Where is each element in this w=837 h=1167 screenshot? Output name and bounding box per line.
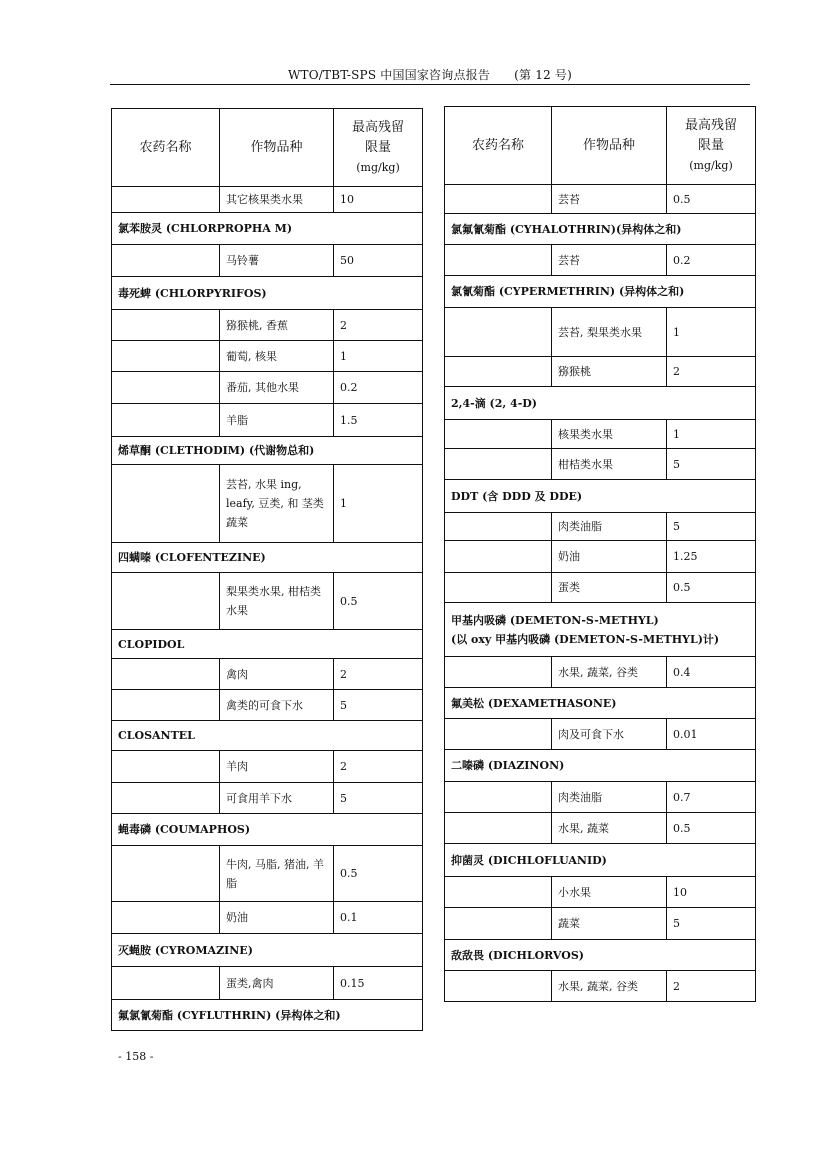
mrl-value-cell: 10 — [667, 877, 756, 908]
mrl-value-cell: 5 — [334, 690, 423, 721]
pesticide-name-cell: 蝇毒磷 (COUMAPHOS) — [112, 814, 423, 846]
mrl-value-cell: 2 — [334, 310, 423, 341]
pesticide-name-cell: 2,4-滴 (2, 4-D) — [445, 387, 756, 420]
table-row — [112, 783, 423, 814]
pesticide-name-cell: 抑菌灵 (DICHLOFLUANID) — [445, 844, 756, 877]
pesticide-cell-empty — [112, 846, 220, 902]
pesticide-name-row — [112, 934, 423, 967]
pesticide-cell-empty — [112, 902, 220, 934]
pesticide-cell-empty — [445, 657, 552, 688]
crop-cell: 柑桔类水果 — [552, 449, 667, 480]
pesticide-cell-empty — [445, 420, 552, 449]
crop-cell: 牛肉, 马脂, 猪油, 羊脂 — [220, 846, 334, 902]
mrl-header-line1: 最高残留 — [351, 119, 404, 135]
pesticide-cell-empty — [445, 782, 552, 813]
mrl-value-cell: 1 — [667, 308, 756, 357]
crop-cell: 其它核果类水果 — [220, 187, 334, 213]
pesticide-cell-empty — [445, 719, 552, 750]
mrl-value-cell: 0.5 — [667, 813, 756, 844]
column-header-crop: 作物品种 — [220, 109, 334, 187]
pesticide-cell-empty — [112, 783, 220, 814]
pesticide-cell-empty — [445, 971, 552, 1002]
pesticide-cell-empty — [112, 659, 220, 690]
table-row — [445, 877, 756, 908]
pesticide-cell-empty — [112, 573, 220, 630]
pesticide-name-cell: CLOPIDOL — [112, 630, 423, 659]
pesticide-cell-empty — [445, 513, 552, 541]
crop-cell: 禽肉 — [220, 659, 334, 690]
crop-cell: 可食用羊下水 — [220, 783, 334, 814]
pesticide-cell-empty — [112, 310, 220, 341]
crop-cell: 蛋类 — [552, 573, 667, 603]
crop-cell: 芸苔 — [552, 245, 667, 276]
mrl-value-cell: 5 — [667, 513, 756, 541]
mrl-table-right — [444, 106, 756, 1002]
pesticide-name-row — [112, 277, 423, 310]
header-rule — [110, 84, 750, 85]
header-issue: (第 12 号) — [514, 68, 573, 82]
column-header-crop: 作物品种 — [552, 107, 667, 185]
crop-cell: 小水果 — [552, 877, 667, 908]
column-header-mrl — [334, 109, 423, 187]
table-row — [445, 573, 756, 603]
mrl-value-cell: 1.5 — [334, 404, 423, 437]
page-number: - 158 - — [118, 1050, 154, 1063]
pesticide-name-cell: 氯苯胺灵 (CHLORPROPHA M) — [112, 213, 423, 245]
table-row — [112, 404, 423, 437]
mrl-value-cell: 5 — [334, 783, 423, 814]
pesticide-cell-empty — [112, 690, 220, 721]
pesticide-cell-empty — [112, 465, 220, 543]
pesticide-cell-empty — [112, 245, 220, 277]
pesticide-name-cell: 毒死蜱 (CHLORPYRIFOS) — [112, 277, 423, 310]
crop-cell: 肉类油脂 — [552, 782, 667, 813]
mrl-value-cell: 2 — [334, 751, 423, 783]
mrl-header-line2: 限量 — [697, 137, 724, 153]
mrl-value-cell: 5 — [667, 908, 756, 940]
table-row — [445, 813, 756, 844]
mrl-value-cell: 0.4 — [667, 657, 756, 688]
crop-cell: 水果, 蔬菜, 谷类 — [552, 971, 667, 1002]
pesticide-cell-empty — [445, 813, 552, 844]
mrl-value-cell: 1 — [334, 341, 423, 372]
pesticide-name-cell: CLOSANTEL — [112, 721, 423, 751]
mrl-value-cell: 2 — [334, 659, 423, 690]
table-row — [445, 357, 756, 387]
pesticide-name-row — [445, 387, 756, 420]
table-row — [445, 541, 756, 573]
mrl-value-cell: 0.2 — [334, 372, 423, 404]
table-row — [112, 659, 423, 690]
mrl-value-cell: 1.25 — [667, 541, 756, 573]
table-row — [445, 449, 756, 480]
pesticide-name-row — [445, 480, 756, 513]
pesticide-name-cell: 敌敌畏 (DICHLORVOS) — [445, 940, 756, 971]
table-row — [112, 573, 423, 630]
mrl-value-cell: 1 — [334, 465, 423, 543]
table-row — [445, 420, 756, 449]
crop-cell: 肉类油脂 — [552, 513, 667, 541]
mrl-value-cell: 0.5 — [334, 573, 423, 630]
crop-cell: 番茄, 其他水果 — [220, 372, 334, 404]
pesticide-name-row — [445, 688, 756, 719]
pesticide-name-row — [112, 814, 423, 846]
table-row — [112, 372, 423, 404]
crop-cell: 羊脂 — [220, 404, 334, 437]
table-row — [445, 513, 756, 541]
mrl-value-cell: 10 — [334, 187, 423, 213]
table-row — [112, 245, 423, 277]
mrl-value-cell: 50 — [334, 245, 423, 277]
pesticide-cell-empty — [445, 541, 552, 573]
pesticide-cell-empty — [112, 341, 220, 372]
pesticide-name-line2: (以 oxy 甲基内吸磷 (DEMETON-S-METHYL)计) — [451, 632, 720, 646]
pesticide-name-cell: 氯氟氰菊酯 (CYHALOTHRIN)(异构体之和) — [445, 214, 756, 245]
mrl-value-cell: 0.5 — [334, 846, 423, 902]
crop-cell: 羊肉 — [220, 751, 334, 783]
crop-cell: 猕猴桃, 香蕉 — [220, 310, 334, 341]
pesticide-cell-empty — [112, 751, 220, 783]
mrl-value-cell: 0.01 — [667, 719, 756, 750]
mrl-value-cell: 0.15 — [334, 967, 423, 1000]
crop-cell: 芸苔, 梨果类水果 — [552, 308, 667, 357]
mrl-value-cell: 1 — [667, 420, 756, 449]
table-row — [445, 308, 756, 357]
crop-cell: 蔬菜 — [552, 908, 667, 940]
crop-cell: 奶油 — [220, 902, 334, 934]
crop-cell: 水果, 蔬菜, 谷类 — [552, 657, 667, 688]
crop-cell: 蛋类,禽肉 — [220, 967, 334, 1000]
pesticide-cell-empty — [112, 372, 220, 404]
pesticide-cell-empty — [445, 245, 552, 276]
pesticide-name-line1: 甲基内吸磷 (DEMETON-S-METHYL) — [451, 613, 659, 627]
pesticide-name-cell: 氟美松 (DEXAMETHASONE) — [445, 688, 756, 719]
crop-cell: 芸苔 — [552, 185, 667, 214]
crop-cell: 葡萄, 核果 — [220, 341, 334, 372]
pesticide-cell-empty — [445, 357, 552, 387]
crop-cell: 梨果类水果, 柑桔类水果 — [220, 573, 334, 630]
pesticide-name-row — [112, 543, 423, 573]
mrl-header-unit: (mg/kg) — [356, 160, 400, 174]
crop-cell: 核果类水果 — [552, 420, 667, 449]
mrl-header-line2: 限量 — [364, 139, 391, 155]
table-row — [445, 971, 756, 1002]
pesticide-name-cell: 烯草酮 (CLETHODIM) (代谢物总和) — [112, 437, 423, 465]
table-row — [112, 187, 423, 213]
pesticide-name-row — [112, 1000, 423, 1031]
pesticide-name-row — [445, 750, 756, 782]
pesticide-name-row — [112, 437, 423, 465]
table-row — [445, 185, 756, 214]
pesticide-name-cell: 灭蝇胺 (CYROMAZINE) — [112, 934, 423, 967]
pesticide-cell-empty — [445, 185, 552, 214]
column-header-mrl — [667, 107, 756, 185]
table-row — [112, 967, 423, 1000]
pesticide-cell-empty — [112, 187, 220, 213]
mrl-value-cell: 0.5 — [667, 185, 756, 214]
pesticide-name-row — [445, 844, 756, 877]
crop-cell: 猕猴桃 — [552, 357, 667, 387]
table-row — [112, 465, 423, 543]
pesticide-cell-empty — [445, 449, 552, 480]
crop-cell: 水果, 蔬菜 — [552, 813, 667, 844]
crop-cell: 禽类的可食下水 — [220, 690, 334, 721]
pesticide-cell-empty — [112, 404, 220, 437]
table-header-row — [112, 109, 423, 187]
pesticide-cell-empty — [445, 877, 552, 908]
table-row — [112, 846, 423, 902]
pesticide-name-row — [445, 940, 756, 971]
mrl-table-left — [111, 108, 423, 1031]
pesticide-name-cell: 氯氰菊酯 (CYPERMETHRIN) (异构体之和) — [445, 276, 756, 308]
pesticide-name-row — [445, 214, 756, 245]
pesticide-name-row — [112, 213, 423, 245]
table-row — [112, 751, 423, 783]
table-row — [445, 719, 756, 750]
mrl-value-cell: 0.1 — [334, 902, 423, 934]
mrl-header-line1: 最高残留 — [684, 117, 737, 133]
pesticide-name-cell — [445, 603, 756, 657]
table-row — [112, 690, 423, 721]
pesticide-name-row — [445, 603, 756, 657]
table-row — [445, 908, 756, 940]
table-row — [445, 245, 756, 276]
column-header-pesticide: 农药名称 — [445, 107, 552, 185]
pesticide-cell-empty — [445, 308, 552, 357]
pesticide-cell-empty — [445, 908, 552, 940]
pesticide-name-row — [112, 630, 423, 659]
pesticide-name-cell: DDT (含 DDD 及 DDE) — [445, 480, 756, 513]
page-header — [110, 66, 750, 83]
pesticide-cell-empty — [112, 967, 220, 1000]
pesticide-cell-empty — [445, 573, 552, 603]
table-header-row — [445, 107, 756, 185]
mrl-value-cell: 0.7 — [667, 782, 756, 813]
table-row — [445, 782, 756, 813]
mrl-value-cell: 0.2 — [667, 245, 756, 276]
column-header-pesticide: 农药名称 — [112, 109, 220, 187]
mrl-value-cell: 5 — [667, 449, 756, 480]
crop-cell: 芸苔, 水果 ing, leafy, 豆类, 和 茎类蔬菜 — [220, 465, 334, 543]
header-title: WTO/TBT-SPS 中国国家咨询点报告 — [287, 68, 491, 82]
pesticide-name-cell: 四螨嗪 (CLOFENTEZINE) — [112, 543, 423, 573]
crop-cell: 肉及可食下水 — [552, 719, 667, 750]
table-row — [112, 902, 423, 934]
pesticide-name-row — [445, 276, 756, 308]
pesticide-name-cell: 氟氯氰菊酯 (CYFLUTHRIN) (异构体之和) — [112, 1000, 423, 1031]
pesticide-name-row — [112, 721, 423, 751]
mrl-value-cell: 2 — [667, 971, 756, 1002]
crop-cell: 奶油 — [552, 541, 667, 573]
mrl-value-cell: 0.5 — [667, 573, 756, 603]
table-row — [112, 310, 423, 341]
table-row — [445, 657, 756, 688]
pesticide-name-cell: 二嗪磷 (DIAZINON) — [445, 750, 756, 782]
table-row — [112, 341, 423, 372]
mrl-header-unit: (mg/kg) — [689, 158, 733, 172]
mrl-value-cell: 2 — [667, 357, 756, 387]
crop-cell: 马铃薯 — [220, 245, 334, 277]
